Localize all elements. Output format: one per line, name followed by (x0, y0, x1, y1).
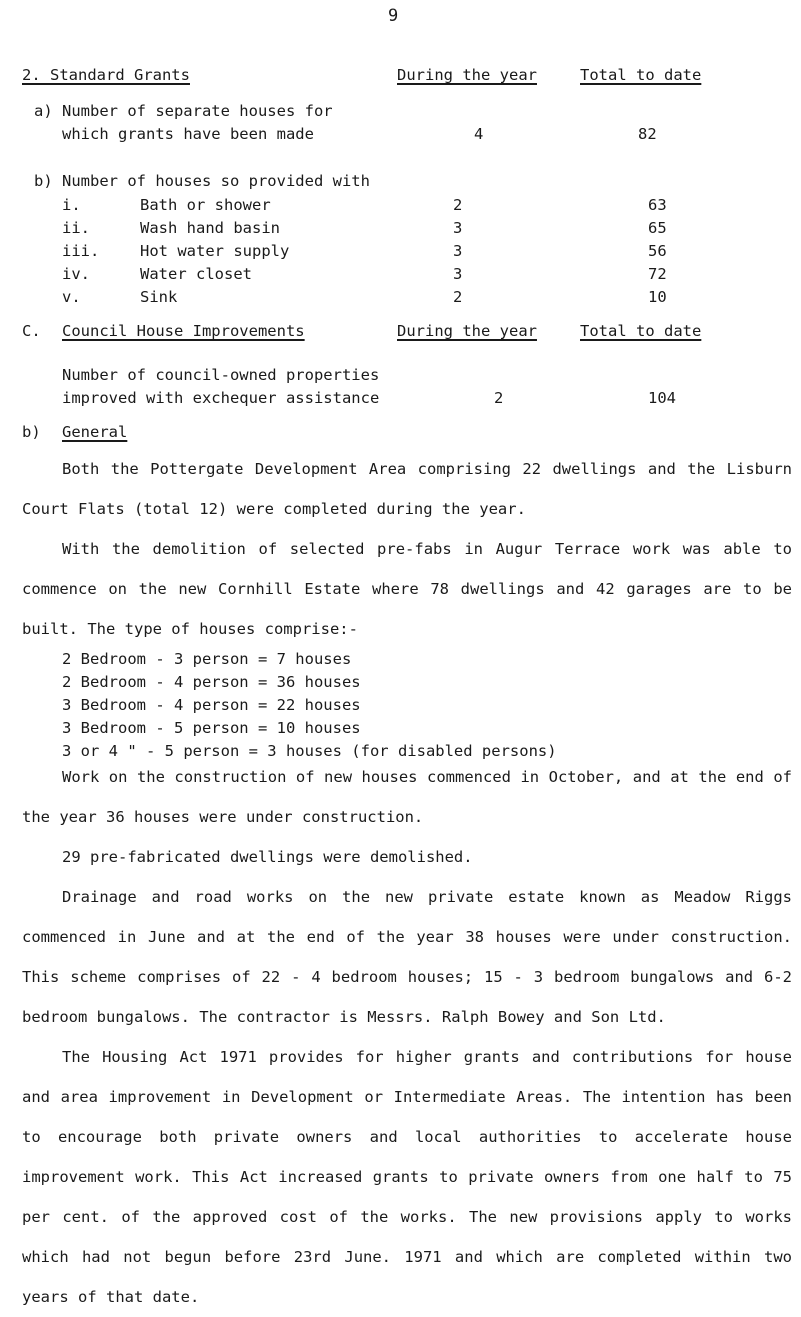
section-c-total: 104 (648, 389, 676, 407)
b-item-total: 65 (648, 219, 667, 237)
section-c-during: 2 (494, 389, 504, 407)
b-item-label: Bath or shower (140, 196, 271, 214)
paragraph-housing-act: The Housing Act 1971 provides for higher grants and contributions for house and area improvement in Development or Intermediate Areas. The intention has been to encourage both private owners and local authorities to accelerate house improvement work. This Act increased grants to private owners from one half to 75 per cent. of the approved cost of the works. The new provisions apply to works which had not begun before 23rd June. 1971 and which are completed within two years of that date. (22, 1048, 792, 1306)
b-item-total: 72 (648, 265, 667, 283)
section-c-letter: C. (22, 322, 41, 340)
b-item-num: iv. (62, 265, 90, 283)
house-type-item: 3 Bedroom - 5 person = 10 houses (62, 719, 361, 737)
b-item-num: iii. (62, 242, 100, 260)
b-item-label: Sink (140, 288, 178, 306)
section-b-letter: b) (22, 423, 41, 441)
page-number: 9 (388, 6, 399, 26)
section-c-label-line1: Number of council-owned properties (62, 366, 380, 384)
section-2-title: 2. Standard Grants (22, 66, 190, 84)
b-item-during: 2 (453, 196, 463, 214)
paragraph-meadow-riggs: Drainage and road works on the new private estate known as Meadow Riggs commenced in June and at the end of the year 38 houses were under construction. This scheme comprises of 22 - 4 bedroom houses; 15 - 3 bedroom bungalows and 6-2 bedroom bungalows. The contractor is Messrs. Ralph Bowey and Son Ltd. (22, 888, 792, 1026)
b-item-total: 10 (648, 288, 667, 306)
b-item-num: ii. (62, 219, 90, 237)
b-item-label: Hot water supply (140, 242, 290, 260)
a-label-line1: a) Number of separate houses for (34, 102, 333, 120)
b-item-label: Water closet (140, 265, 252, 283)
paragraph-construction: Work on the construction of new houses commenced in October, and at the end of the year 36 houses were under construction. (22, 768, 792, 826)
b-item-during: 3 (453, 242, 463, 260)
paragraph-pottergate: Both the Pottergate Development Area comprising 22 dwellings and the Lisburn Court Flats (total 12) were completed during the year. (22, 460, 792, 518)
house-type-item: 2 Bedroom - 3 person = 7 houses (62, 650, 352, 668)
paragraph-prefab: 29 pre-fabricated dwellings were demolished. (62, 848, 473, 866)
section-c-label-line2: improved with exchequer assistance (62, 389, 380, 407)
b-item-total: 63 (648, 196, 667, 214)
house-type-item: 2 Bedroom - 4 person = 36 houses (62, 673, 361, 691)
col-during-header: During the year (397, 66, 537, 84)
b-item-total: 56 (648, 242, 667, 260)
b-item-during: 2 (453, 288, 463, 306)
section-c-col-total: Total to date (580, 322, 702, 340)
section-c-title: Council House Improvements (62, 322, 305, 340)
section-c-col-during: During the year (397, 322, 537, 340)
b-item-during: 3 (453, 219, 463, 237)
section-b-title: General (62, 423, 128, 441)
b-item-num: v. (62, 288, 81, 306)
col-total-header: Total to date (580, 66, 702, 84)
paragraph-cornhill: With the demolition of selected pre-fabs in Augur Terrace work was able to commence on the new Cornhill Estate where 78 dwellings and 42 garages are to be built. The type of houses comprise:- (22, 540, 792, 638)
b-label: b) Number of houses so provided with (34, 172, 370, 190)
a-during: 4 (474, 125, 484, 143)
a-total: 82 (638, 125, 657, 143)
b-item-during: 3 (453, 265, 463, 283)
b-item-num: i. (62, 196, 81, 214)
house-type-item: 3 Bedroom - 4 person = 22 houses (62, 696, 361, 714)
b-item-label: Wash hand basin (140, 219, 280, 237)
a-label-line2: which grants have been made (62, 125, 314, 143)
house-type-item: 3 or 4 " - 5 person = 3 houses (for disabled persons) (62, 742, 557, 760)
